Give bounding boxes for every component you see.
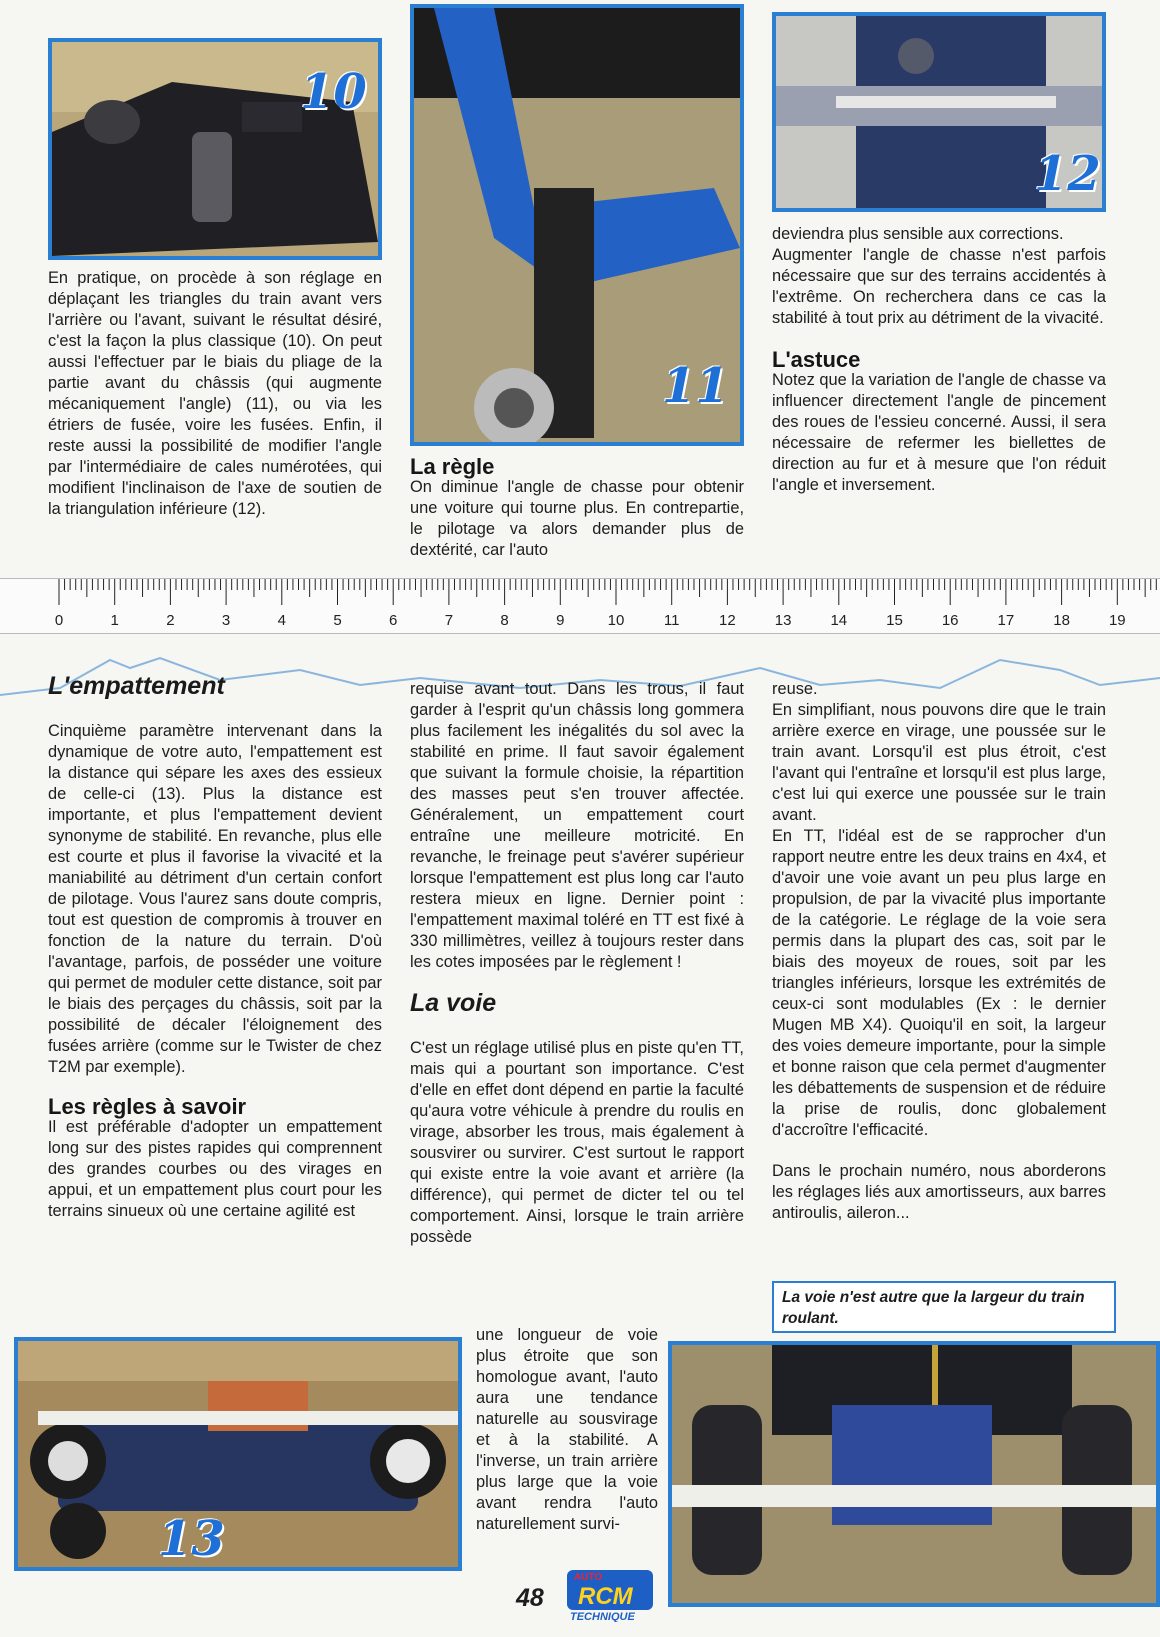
heading-empattement: L'empattement xyxy=(48,672,225,700)
paragraph: En simplifiant, nous pouvons dire que le train arrière exerce en virage, une poussée sur le train avant. Lorsqu'il est plus étroit, c'est l'avant qui l'entraîne et lorsqu'il est plus large, c'est lui qui exerce une poussée sur le train avant. xyxy=(772,701,1106,824)
photo-number: 13 xyxy=(158,1511,225,1567)
heading-la-voie: La voie xyxy=(410,989,497,1017)
bottom-column-2 xyxy=(410,679,744,1248)
photo-number: 10 xyxy=(300,64,367,120)
top-column-3 xyxy=(772,224,1106,496)
rcm-logo xyxy=(512,1566,662,1622)
ruler-label: 1 xyxy=(110,612,119,629)
paragraph: reuse. xyxy=(772,680,818,698)
paragraph: Cinquième paramètre intervenant dans la dynamique de votre auto, l'empattement est la distance qui sépare les axes des essieux de celle-ci (13). Plus la distance est importante, et plus l'empattement devient synonyme de stabilité. En revanche, plus elle est courte et plus il favorise la vivacité et la maniabilité au détriment d'un certain confort de pilotage. Vous l'aurez sans doute compris, tout est question de compromis à trouver en fonction de la nature du terrain. D'où l'avantage, parfois, de posséder une voiture qui permet de moduler cette distance, soit par le biais des perçages du châssis, soit par la possibilité de décaler l'éloignement des fusées arrière (comme sur le Twister de chez T2M par exemple). xyxy=(48,722,382,1076)
paragraph: En TT, l'idéal est de se rapprocher d'un rapport neutre entre les deux trains en 4x4, et d'avoir une voie avant un peu plus large en propulsion, de par la vivacité plus importante de la catégorie. Le réglage de la voie sera permis dans la plupart des cas, soit par le biais des moyeux de roues, soit par les triangles inférieurs, lorsque les extrémités de ceux-ci sont modulables (Ex : le dernier Mugen MB X4). Quoiqu'il en soit, la largeur des voies demeure importante, pour la simple et bonne raison que cela permet d'augmenter les débattements de suspension et de réduire la prise de roulis, donc globalement d'accroître l'efficacité. xyxy=(772,827,1106,1139)
ruler-label: 18 xyxy=(1053,612,1070,629)
ruler-label: 8 xyxy=(500,612,509,629)
bottom-column-2-narrow xyxy=(476,1325,658,1535)
logo-auto: AUTO xyxy=(574,1572,603,1583)
bottom-column-1 xyxy=(48,672,382,1222)
paragraph: deviendra plus sensible aux corrections. xyxy=(772,225,1064,243)
paragraph: Notez que la variation de l'angle de chasse va influencer directement l'angle de pincement des roues de l'essieu concerné. Aussi, il sera nécessaire de refermer les biellettes de direction au fur et à mesure que l'on réduit l'angle et inversement. xyxy=(772,371,1106,494)
paragraph: On diminue l'angle de chasse pour obtenir une voiture qui tourne plus. En contrepartie, le pilotage va alors demander plus de dextérité, car l'auto xyxy=(410,478,744,559)
ruler-label: 3 xyxy=(221,612,231,629)
top-column-1 xyxy=(48,268,382,520)
paragraph: Il est préférable d'adopter un empattement long sur des pistes rapides qui comprennent des grandes courbes ou des virages en appui, et un empattement plus court pour les terrains sinueux où une certaine agilité est xyxy=(48,1118,382,1220)
page-number: 48 xyxy=(516,1584,544,1612)
paragraph: Dans le prochain numéro, nous aborderons les réglages liés aux amortisseurs, aux barres antiroulis, aileron... xyxy=(772,1162,1106,1222)
photo-13-image xyxy=(18,1341,458,1567)
heading-la-regle: La règle xyxy=(410,454,495,479)
photo-caption xyxy=(772,1281,1116,1333)
ruler-label: 9 xyxy=(556,612,565,629)
photo-12 xyxy=(772,12,1106,212)
caption-text: La voie n'est autre que la largeur du train roulant. xyxy=(782,1289,1085,1327)
top-column-2 xyxy=(410,456,744,561)
photo-number: 11 xyxy=(662,358,729,414)
ruler-label: 2 xyxy=(166,612,175,629)
ruler-label: 5 xyxy=(333,612,342,629)
ruler-label: 17 xyxy=(997,612,1015,629)
ruler-label: 14 xyxy=(830,612,848,629)
photo-voie xyxy=(668,1341,1160,1607)
photo-voie-image xyxy=(672,1345,1156,1603)
ruler-label: 13 xyxy=(774,612,792,629)
heading-regles-a-savoir: Les règles à savoir xyxy=(48,1094,247,1119)
paragraph: C'est un réglage utilisé plus en piste qu'en TT, mais qui a pourtant son importance. C'est d'elle en effet dont dépend en partie la faculté qu'aura votre véhicule à prendre du roulis en virage, absorber les trous, mais également à sousvirer ou survirer. C'est surtout le rapport qui existe entre la voie avant et arrière (la différence), qui permet de dicter tel ou tel comportement. Ainsi, lorsque le train arrière possède xyxy=(410,1039,744,1246)
ruler-label: 15 xyxy=(886,612,903,629)
photo-13 xyxy=(14,1337,462,1571)
ruler-label: 6 xyxy=(389,612,398,629)
ruler-scale xyxy=(0,579,1160,633)
paragraph: une longueur de voie plus étroite que son homologue avant, l'auto aura une tendance naturelle au sousvirage et à la stabilité. A l'inverse, un train arrière plus large que la voie avant rendra l'auto naturellement survi- xyxy=(476,1326,658,1533)
paragraph: Augmenter l'angle de chasse n'est parfois nécessaire que sur des terrains accidentés à l'extrême. On recherchera dans ce cas la stabilité à tout prix au détriment de la vivacité. xyxy=(772,246,1106,327)
ruler-label: 11 xyxy=(663,612,680,629)
bottom-column-3 xyxy=(772,679,1106,1224)
photo-number: 12 xyxy=(1034,146,1101,202)
ruler-label: 7 xyxy=(444,612,454,629)
ruler-label: 10 xyxy=(607,612,625,629)
ruler-label: 0 xyxy=(54,612,64,629)
paragraph: requise avant tout. Dans les trous, il faut garder à l'esprit qu'un châssis long gommera plus facilement les inégalités du sol avec la stabilité en prime. Il faut savoir également que suivant la formule choisie, la répartition des masses peut s'en trouver affectée. Généralement, un empattement court entraîne une meilleure motricité. En revanche, le freinage peut s'avérer supérieur lorsque l'empattement est plus long car l'auto restera mieux en ligne. Dernier point : l'empattement maximal toléré en TT est fixé à 330 millimètres, veillez à toujours rester dans les cotes imposées par le règlement ! xyxy=(410,680,744,971)
heading-astuce: L'astuce xyxy=(772,347,861,372)
ruler-label: 19 xyxy=(1108,612,1126,629)
logo-technique: TECHNIQUE xyxy=(570,1611,635,1622)
logo-rcm: RCM xyxy=(578,1583,633,1610)
ruler-label: 16 xyxy=(941,612,959,629)
ruler-label: 12 xyxy=(719,612,736,629)
ruler xyxy=(0,578,1160,634)
photo-10 xyxy=(48,38,382,260)
photo-11 xyxy=(410,4,744,446)
paragraph: En pratique, on procède à son réglage en déplaçant les triangles du train avant vers l'arrière ou l'avant, suivant le résultat désiré, c'est la façon la plus classique (10). On peut aussi l'effectuer par le biais du pliage de la partie avant du châssis (qui augmente mécaniquement l'angle) (11), ou via les étriers de fusée, voire les fusées. Enfin, il reste aussi la possibilité de modifier l'angle par l'intermédiaire de cales numérotées, qui modifient l'inclinaison de l'axe de soutien de la triangulation inférieure (12). xyxy=(48,269,382,518)
ruler-label: 4 xyxy=(277,612,286,629)
